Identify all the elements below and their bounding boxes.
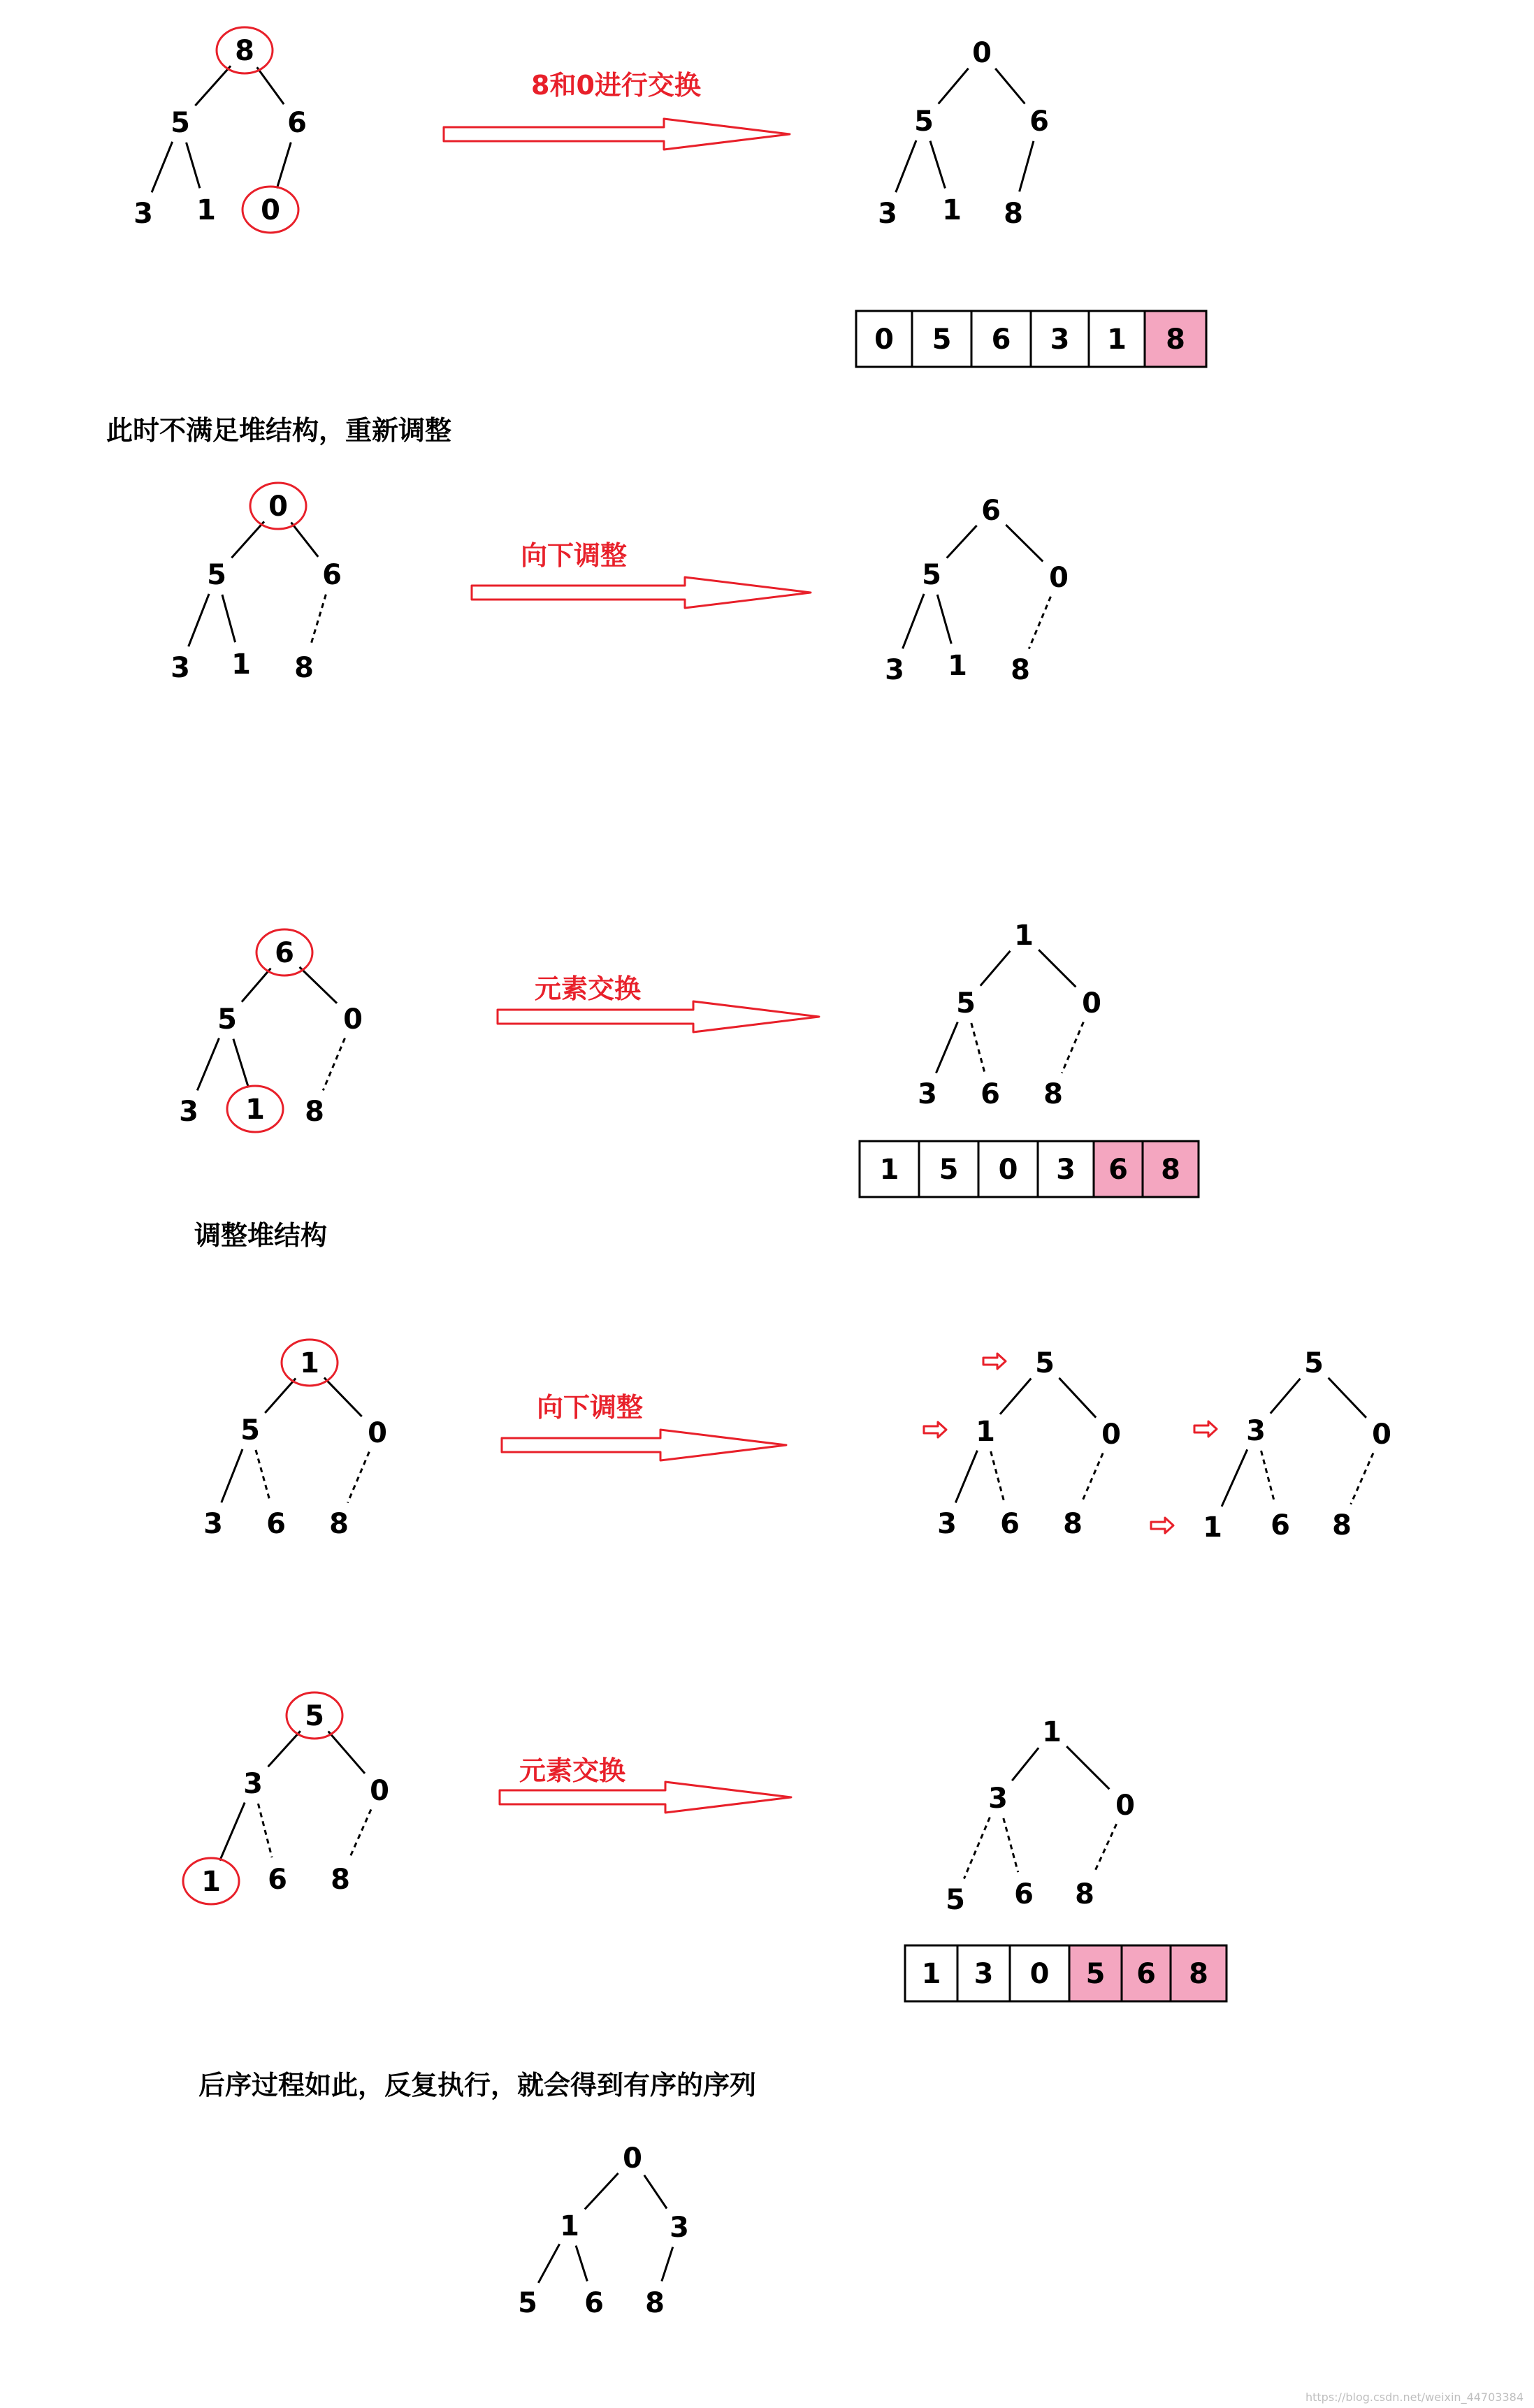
tree-edge [903, 594, 924, 648]
array-cell-value: 6 [1108, 1154, 1128, 1186]
array-cell-value: 5 [932, 324, 952, 356]
tree-node-value: 8 [645, 2287, 665, 2319]
tree-edge [310, 595, 326, 646]
tree-edge [644, 2175, 667, 2209]
tree-edge [1082, 1453, 1104, 1503]
tree-t11 [946, 1716, 1135, 1916]
tree-edge [1020, 141, 1034, 191]
tree-edge [1261, 1451, 1275, 1503]
tree-node-value: 3 [179, 1096, 198, 1128]
tree-edge [195, 66, 231, 106]
process-arrow [444, 70, 790, 150]
tree-edge [256, 1450, 270, 1502]
tree-node-value: 6 [584, 2287, 604, 2319]
tree-edge [947, 525, 977, 558]
tree-node-value: 8 [294, 652, 314, 684]
tree-edge [1059, 1378, 1096, 1418]
tree-node-value: 0 [1082, 987, 1101, 1020]
tree-node-value: 0 [623, 2142, 642, 2175]
tree-node-value: 8 [1063, 1508, 1083, 1540]
tree-edge [930, 141, 945, 189]
tree-edge [1351, 1453, 1373, 1504]
hollow-arrow-icon [444, 119, 790, 150]
tree-node-value: 1 [560, 2210, 579, 2242]
tree-edge [242, 969, 270, 1002]
tree-edge [328, 1732, 365, 1774]
tree-edge [187, 143, 200, 189]
process-arrow [500, 1755, 791, 1813]
tree-edge [1039, 950, 1076, 987]
array-cell-value: 5 [1085, 1958, 1106, 1990]
tree-edge [1029, 597, 1050, 649]
tree-node-value: 5 [922, 559, 941, 591]
tree-node-value: 5 [171, 107, 190, 139]
tree-node-value: 3 [243, 1768, 263, 1800]
tree-edge [265, 1378, 296, 1413]
hollow-arrow-icon [500, 1782, 791, 1813]
tree-node-value: 5 [305, 1700, 324, 1732]
tree-edge [277, 143, 291, 189]
tree-edge [662, 2247, 673, 2282]
tree-node-value: 1 [1203, 1511, 1222, 1544]
tree-node-value: 0 [1049, 562, 1069, 594]
tree-node-value: 5 [956, 987, 976, 1020]
caption-conclusion: 后序过程如此，反复执行，就会得到有序的序列 [198, 2070, 757, 2101]
tree-edge [324, 1378, 362, 1416]
tree-node-value: 8 [329, 1508, 349, 1540]
array-cell-value: 0 [1029, 1958, 1050, 1990]
tree-edge [222, 595, 236, 642]
tree-edge [1062, 1022, 1083, 1073]
tree-node-value: 0 [1101, 1419, 1121, 1451]
pointer-arrow-icon [983, 1354, 1006, 1369]
tree-edge [233, 1039, 249, 1088]
tree-node-value: 8 [331, 1864, 350, 1896]
tree-node-value: 3 [171, 652, 190, 684]
tree-edge [964, 1818, 990, 1879]
tree-edge [991, 1451, 1004, 1502]
tree-edge [349, 1809, 371, 1858]
tree-t9 [1151, 1347, 1391, 1544]
tree-edge [347, 1452, 369, 1503]
tree-node-value: 6 [981, 1078, 1000, 1110]
arrow-label: 元素交换 [535, 973, 642, 1004]
tree-node-value: 6 [275, 937, 294, 969]
tree-node-value: 0 [1115, 1790, 1135, 1822]
tree-node-value: 6 [1271, 1509, 1290, 1542]
arrow-label: 向下调整 [537, 1392, 644, 1423]
tree-node-value: 3 [988, 1783, 1008, 1815]
array-cell-value: 3 [974, 1958, 994, 1990]
tree-edge [937, 595, 951, 644]
tree-node-value: 5 [914, 106, 934, 138]
tree-node-value: 1 [976, 1416, 995, 1448]
tree-node-value: 5 [217, 1003, 237, 1036]
tree-node-value: 1 [942, 194, 962, 226]
hollow-arrow-icon [502, 1430, 786, 1460]
caption-adjust-heap: 调整堆结构 [194, 1220, 328, 1251]
tree-node-value: 8 [1075, 1878, 1094, 1910]
tree-edge [995, 68, 1025, 103]
tree-node-value: 3 [878, 198, 897, 230]
tree-t12 [518, 2142, 689, 2319]
tree-t10 [183, 1692, 389, 1904]
tree-edge [220, 1803, 245, 1861]
tree-edge [268, 1731, 301, 1767]
watermark: https://blog.csdn.net/weixin_44703384 [1305, 2391, 1524, 2404]
array-cell-value: 8 [1189, 1958, 1208, 1990]
tree-node-value: 5 [946, 1884, 965, 1916]
tree-node-value: 6 [322, 559, 342, 591]
tree-edge [1271, 1379, 1301, 1414]
tree-node-value: 3 [937, 1508, 957, 1540]
tree-edge [189, 594, 209, 646]
tree-node-value: 0 [370, 1775, 389, 1807]
array-cell-value: 1 [879, 1154, 899, 1186]
tree-edge [222, 1449, 243, 1502]
tree-edge [576, 2246, 587, 2282]
tree-node-value: 8 [235, 35, 254, 67]
tree-node-value: 5 [207, 559, 226, 591]
tree-edge [955, 1451, 977, 1503]
tree-node-value: 6 [981, 495, 1001, 527]
tree-node-value: 1 [231, 648, 251, 681]
array-cell-value: 3 [1056, 1154, 1076, 1186]
tree-edge [585, 2173, 618, 2210]
tree-edge [1222, 1449, 1247, 1506]
arrow-label: 8和0进行交换 [531, 70, 701, 101]
tree-t5 [179, 929, 363, 1132]
tree-edge [257, 67, 284, 104]
process-arrow [472, 540, 811, 608]
array-cell-value: 6 [1136, 1958, 1156, 1990]
tree-edge [936, 1022, 957, 1073]
tree-t4 [885, 495, 1069, 686]
tree-node-value: 5 [1035, 1347, 1055, 1379]
tree-node-value: 8 [1011, 654, 1030, 686]
tree-node-value: 1 [201, 1866, 221, 1898]
tree-node-value: 0 [261, 194, 280, 226]
tree-node-value: 0 [368, 1417, 387, 1449]
array-a3 [905, 1945, 1227, 2001]
array-cell-value: 5 [939, 1154, 959, 1186]
tree-node-value: 6 [1014, 1878, 1034, 1910]
array-cell-value: 1 [921, 1958, 941, 1990]
hollow-arrow-icon [472, 577, 811, 608]
tree-t3 [171, 483, 342, 684]
tree-edge [939, 68, 969, 104]
tree-node-value: 1 [948, 650, 967, 682]
tree-node-value: 5 [518, 2287, 537, 2319]
arrays-layer [856, 311, 1227, 2001]
tree-edge [258, 1804, 272, 1857]
caption-not-heap: 此时不满足堆结构，重新调整 [106, 415, 452, 446]
tree-edge [291, 523, 319, 557]
tree-node-value: 6 [266, 1508, 286, 1540]
tree-edge [538, 2244, 559, 2283]
process-arrow [498, 973, 819, 1032]
tree-node-value: 0 [268, 491, 288, 523]
tree-t8 [924, 1347, 1121, 1540]
arrow-label: 向下调整 [521, 540, 628, 571]
tree-node-value: 3 [670, 2212, 689, 2244]
tree-node-value: 6 [1029, 106, 1049, 138]
tree-node-value: 0 [1372, 1419, 1391, 1451]
tree-t7 [203, 1340, 387, 1540]
tree-node-value: 5 [1304, 1347, 1324, 1379]
tree-edge [1094, 1824, 1116, 1873]
tree-node-value: 6 [1000, 1508, 1020, 1540]
tree-node-value: 0 [343, 1003, 363, 1036]
tree-edge [1004, 1818, 1018, 1872]
tree-node-value: 8 [305, 1096, 324, 1128]
tree-node-value: 1 [196, 194, 216, 226]
array-cell-value: 0 [874, 324, 894, 356]
tree-node-value: 8 [1043, 1078, 1063, 1110]
tree-node-value: 1 [1042, 1716, 1062, 1748]
tree-node-value: 3 [885, 654, 904, 686]
tree-edge [1012, 1748, 1039, 1780]
tree-node-value: 0 [972, 37, 992, 69]
tree-t1 [133, 27, 307, 233]
tree-node-value: 3 [1246, 1415, 1266, 1447]
arrow-label: 元素交换 [519, 1755, 626, 1786]
tree-edge [971, 1023, 985, 1072]
array-cell-value: 8 [1166, 324, 1185, 356]
tree-edge [1329, 1378, 1366, 1418]
tree-node-value: 1 [1014, 920, 1034, 952]
tree-edge [323, 1038, 345, 1091]
tree-node-value: 3 [203, 1508, 223, 1540]
tree-node-value: 6 [268, 1864, 287, 1896]
tree-edge [981, 951, 1011, 986]
tree-t2 [878, 37, 1049, 230]
pointer-arrow-icon [924, 1422, 946, 1437]
array-cell-value: 6 [991, 324, 1011, 356]
tree-node-value: 1 [300, 1347, 319, 1379]
tree-node-value: 3 [918, 1078, 937, 1110]
arrows-layer [444, 70, 819, 1813]
array-cell-value: 1 [1107, 324, 1127, 356]
process-arrow [502, 1392, 786, 1460]
array-cell-value: 0 [998, 1154, 1018, 1186]
tree-node-value: 1 [245, 1094, 265, 1126]
tree-edge [231, 521, 264, 558]
tree-edge [197, 1038, 219, 1091]
tree-edge [300, 967, 337, 1003]
tree-node-value: 3 [133, 198, 153, 230]
array-cell-value: 3 [1050, 324, 1070, 356]
tree-edge [1000, 1379, 1031, 1414]
tree-edge [1066, 1746, 1109, 1789]
array-a1 [856, 311, 1206, 367]
tree-node-value: 5 [240, 1414, 260, 1446]
tree-node-value: 8 [1332, 1509, 1352, 1542]
tree-edge [1006, 525, 1043, 561]
tree-t6 [918, 920, 1101, 1110]
tree-edge [896, 140, 916, 192]
pointer-arrow-icon [1151, 1518, 1173, 1533]
tree-edge [152, 142, 173, 193]
tree-node-value: 8 [1004, 198, 1023, 230]
pointer-arrow-icon [1194, 1421, 1217, 1437]
array-cell-value: 8 [1161, 1154, 1180, 1186]
tree-node-value: 6 [287, 107, 307, 139]
hollow-arrow-icon [498, 1001, 819, 1032]
array-a2 [860, 1141, 1199, 1197]
